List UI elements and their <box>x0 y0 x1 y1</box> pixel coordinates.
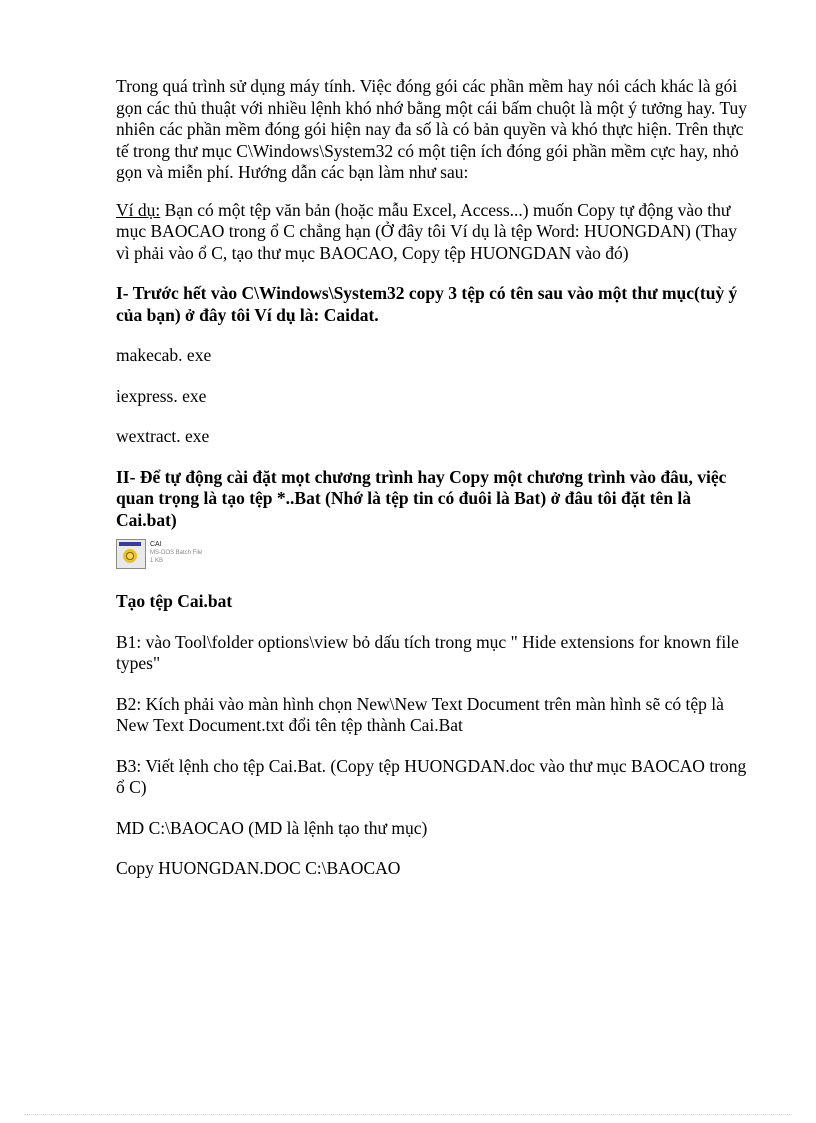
example-paragraph <box>116 200 748 265</box>
batch-file-thumbnail <box>116 539 748 569</box>
batch-file-meta <box>150 539 202 565</box>
file-item-makecab: makecab. exe <box>116 345 212 365</box>
step-b2: B2: Kích phải vào màn hình chọn New\New Text Document trên màn hình sẽ có tệp là New Text Document.txt đổi tên tệp thành Cai.Bat <box>116 693 724 735</box>
file-item-iexpress: iexpress. exe <box>116 385 207 406</box>
step-b3: B3: Viết lệnh cho tệp Cai.Bat. (Copy tệp HUONGDAN.doc vào thư mục BAOCAO trong ổ C) <box>116 755 747 797</box>
section-2-heading: II- Để tự động cài đặt mọt chương trình hay Copy một chương trình vào đâu, việc quan trọng là tạo tệp *..Bat (Nhớ là tệp tin có đuôi là Bat) ở đâu tôi đặt tên là Cai.bat) <box>116 466 727 530</box>
example-label: Ví dụ: <box>116 199 161 220</box>
batch-file-type: MS-DOS Batch File <box>150 550 203 556</box>
intro-paragraph: Trong quá trình sử dụng máy tính. Việc đóng gói các phần mềm hay nói cách khác là gói gọn các thủ thuật với nhiều lệnh khó nhớ bằng một cái bấm chuột là một ý tưởng hay. Tuy nhiên các phần mềm đóng gói hiện nay đa số là có bản quyền và khó thực hiện. Trên thực tế trong thư mục C\Windows\System32 có một tiện ích đóng gói phần mềm cực hay, nhỏ gọn và miễn phí. Hướng dẫn các bạn làm như sau: <box>116 76 748 182</box>
document-body <box>116 76 748 899</box>
batch-file-icon <box>116 539 146 569</box>
example-text: Bạn có một tệp văn bản (hoặc mẫu Excel, Access...) muốn Copy tự động vào thư mục BAOCAO trong ổ C chẳng hạn (Ở đây tôi Ví dụ là tệp Word: HUONGDAN) (Thay vì phải vào ổ C, tạo thư mục BAOCAO, Copy tệp HUONGDAN vào đó) <box>116 199 738 263</box>
command-copy: Copy HUONGDAN.DOC C:\BAOCAO <box>116 858 401 878</box>
batch-file-size: 1 KB <box>150 558 164 564</box>
command-md: MD C:\BAOCAO (MD là lệnh tạo thư mục) <box>116 817 428 838</box>
step-b1: B1: vào Tool\folder options\view bỏ dấu tích trong mục " Hide extensions for known file types" <box>116 631 739 673</box>
create-file-heading: Tạo tệp Cai.bat <box>116 591 233 611</box>
page-bottom-divider <box>24 1114 792 1115</box>
section-1-heading: I- Trước hết vào C\Windows\System32 copy 3 tệp có tên sau vào một thư mục(tuỳ ý của bạn) ở đây tôi Ví dụ là: Caidat. <box>116 283 738 325</box>
batch-file-name: CAI <box>150 541 162 548</box>
file-item-wextract: wextract. exe <box>116 426 210 446</box>
